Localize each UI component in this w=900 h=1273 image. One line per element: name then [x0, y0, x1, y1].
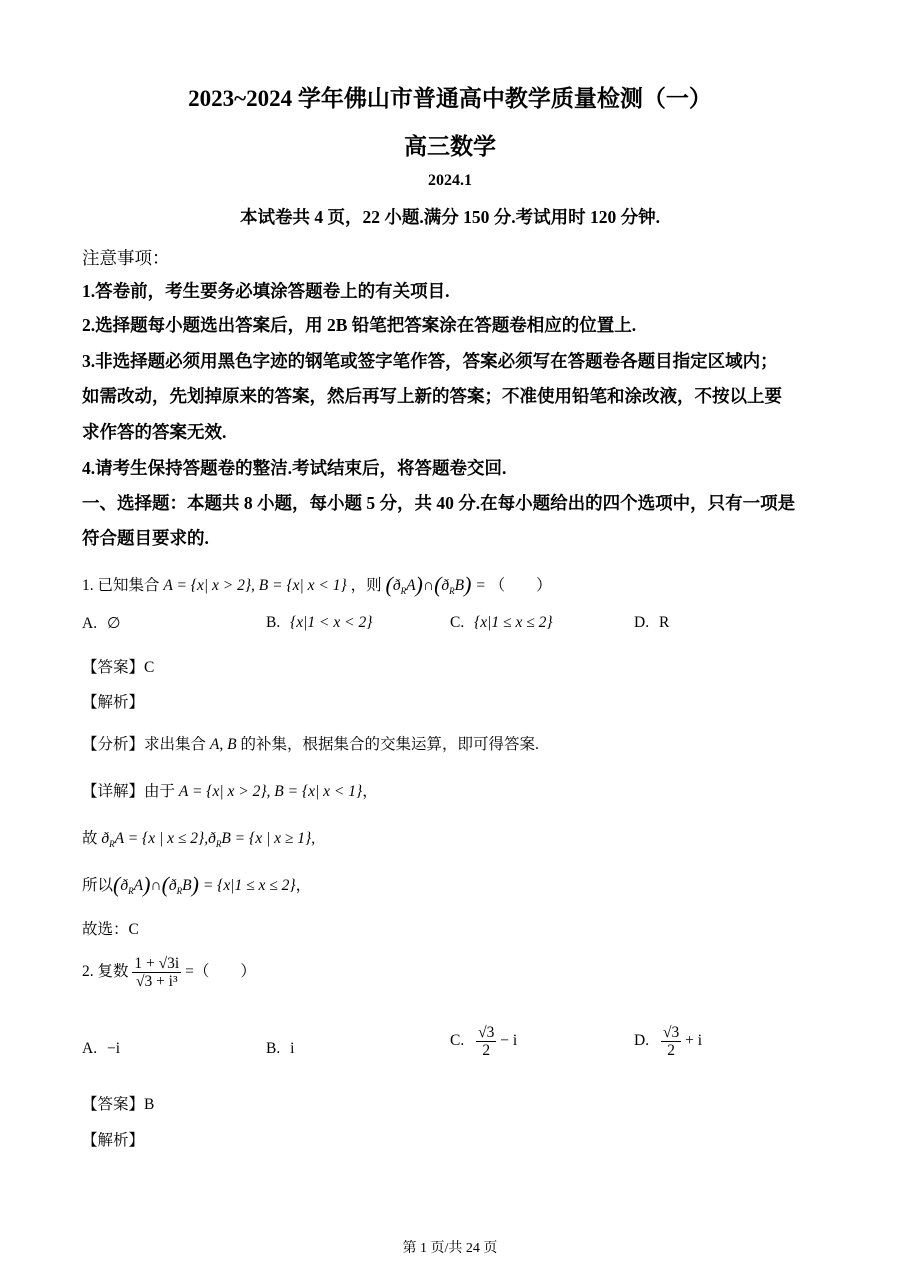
- exam-title: 2023~2024 学年佛山市普通高中教学质量检测（一）: [188, 86, 712, 111]
- q2-option-d-den: 2: [667, 1042, 675, 1060]
- note-4: 4.请考生保持答题卷的整洁.考试结束后，将答题卷交回.: [82, 458, 507, 478]
- q1-analysis-prefix: 【分析】求出集合: [82, 736, 210, 753]
- q2-option-c-num: √3: [478, 1024, 495, 1041]
- q1-result-value: = {x|1 ≤ x ≤ 2}: [202, 877, 296, 894]
- q1-result: 所以$(ð_RA)\cap(ð_RB) = \{x|1 \le x \le 2\}$，: [82, 872, 312, 897]
- q1-option-d-label: D.: [634, 614, 650, 631]
- note-3-line-2: 如需改动，先划掉原来的答案，然后再写上新的答案；不准使用铅笔和涂改液，不按以上要: [82, 386, 782, 406]
- q1-result-end: ，: [295, 877, 312, 894]
- note-2: 2.选择题每小题选出答案后，用 2B 铅笔把答案涂在答题卷相应的位置上.: [82, 315, 637, 335]
- q2-denominator: √3 + i³: [135, 973, 178, 991]
- q1-analysis: [82, 732, 539, 754]
- section-heading-line-2: 符合题目要求的.: [82, 528, 209, 548]
- q1-complement-a: A = {x | x ≤ 2},: [114, 830, 209, 847]
- q2-option-d-num: √3: [662, 1024, 680, 1041]
- q1-analysis-vars: A, B: [209, 736, 237, 753]
- subject-title: 高三数学: [404, 134, 496, 159]
- q1-answer: 【答案】C: [82, 659, 155, 676]
- q1-option-d-value: R: [658, 614, 670, 631]
- q2-option-a: [82, 1040, 120, 1058]
- q1-option-a-label: A.: [82, 615, 98, 632]
- q1-answer-paren: （ ）: [489, 577, 552, 594]
- q1-option-c-value: {x|1 ≤ x ≤ 2}: [474, 614, 553, 631]
- q1-option-c: [450, 614, 553, 632]
- q2-option-d-tail: + i: [685, 1032, 703, 1050]
- section-heading-line-1: 一、选择题：本题共 8 小题，每小题 5 分，共 40 分.在每小题给出的四个选项中，只有一项是: [82, 493, 796, 513]
- q1-suoyi: 所以: [82, 877, 114, 894]
- q2-numerator: 1 + √3i: [134, 955, 180, 972]
- q1-choose: 故选：C: [82, 921, 139, 938]
- q1-option-a: [82, 614, 120, 633]
- q2-option-d: [634, 1024, 702, 1059]
- exam-date: 2024.1: [428, 172, 472, 189]
- q2-option-a-value: −i: [106, 1040, 121, 1057]
- q1-detail: [82, 779, 378, 801]
- exam-info: 本试卷共 4 页，22 小题.满分 150 分.考试用时 120 分钟.: [240, 207, 660, 227]
- q2-option-b: [266, 1040, 294, 1058]
- q2-jiexi: 【解析】: [82, 1132, 145, 1149]
- note-1: 1.答卷前，考生要务必填涂答题卷上的有关项目.: [82, 281, 450, 301]
- q2-option-c: [450, 1024, 517, 1059]
- q1-analysis-suffix: 的补集，根据集合的交集运算，即可得答案.: [236, 736, 539, 753]
- page-footer: 第 1 页/共 24 页: [402, 1241, 498, 1256]
- note-3-line-3: 求作答的答案无效.: [82, 422, 227, 442]
- q1-stem-prefix: 1. 已知集合: [82, 577, 160, 594]
- q1-complements: 故 $ð_RA = \{x$ | $x \le 2\},ð_RB = \{x$ | x ≥ 1},: [82, 830, 316, 850]
- q1-detail-end: ，: [362, 783, 378, 800]
- q2-option-b-label: B.: [266, 1040, 281, 1057]
- q2-option-c-label: C.: [450, 1032, 465, 1050]
- q1-set-definition: A = {x| x > 2}, B = {x| x < 1}: [163, 577, 347, 594]
- q2-eq: =（ ）: [185, 963, 256, 981]
- q1-jiexi: 【解析】: [82, 694, 145, 711]
- q2-option-b-value: i: [290, 1040, 295, 1057]
- q1-detail-prefix: 【详解】由于: [82, 783, 179, 800]
- q1-complement-end: ,: [311, 830, 316, 847]
- q1-stem: [82, 572, 552, 598]
- q1-option-a-value: ∅: [106, 615, 121, 632]
- q1-option-d: [634, 614, 669, 632]
- q1-detail-sets: A = {x| x > 2}, B = {x| x < 1}: [178, 783, 363, 800]
- q1-option-b: [266, 614, 372, 632]
- q1-option-b-label: B.: [266, 614, 281, 631]
- q1-ze: ，则: [350, 577, 382, 594]
- q1-gu: 故: [82, 830, 102, 847]
- q2-stem: [82, 955, 256, 990]
- q1-expression: $(ð_RA)\cap(ð_RB)$ =: [385, 572, 486, 597]
- q2-option-c-tail: − i: [500, 1032, 518, 1050]
- q2-answer: 【答案】B: [82, 1096, 155, 1113]
- q2-stem-prefix: 2. 复数: [82, 963, 129, 981]
- note-3-line-1: 3.非选择题必须用黑色字迹的钢笔或签字笔作答，答案必须写在答题卷各题目指定区域内；: [82, 351, 778, 371]
- notes-heading: 注意事项：: [82, 248, 170, 268]
- q1-complement-b: B = {x | x ≥ 1}: [221, 830, 312, 847]
- q1-option-c-label: C.: [450, 614, 465, 631]
- q2-option-c-den: 2: [482, 1042, 491, 1060]
- q1-option-b-value: {x|1 < x < 2}: [290, 614, 373, 631]
- q2-option-a-label: A.: [82, 1040, 98, 1057]
- q2-option-d-label: D.: [634, 1032, 650, 1050]
